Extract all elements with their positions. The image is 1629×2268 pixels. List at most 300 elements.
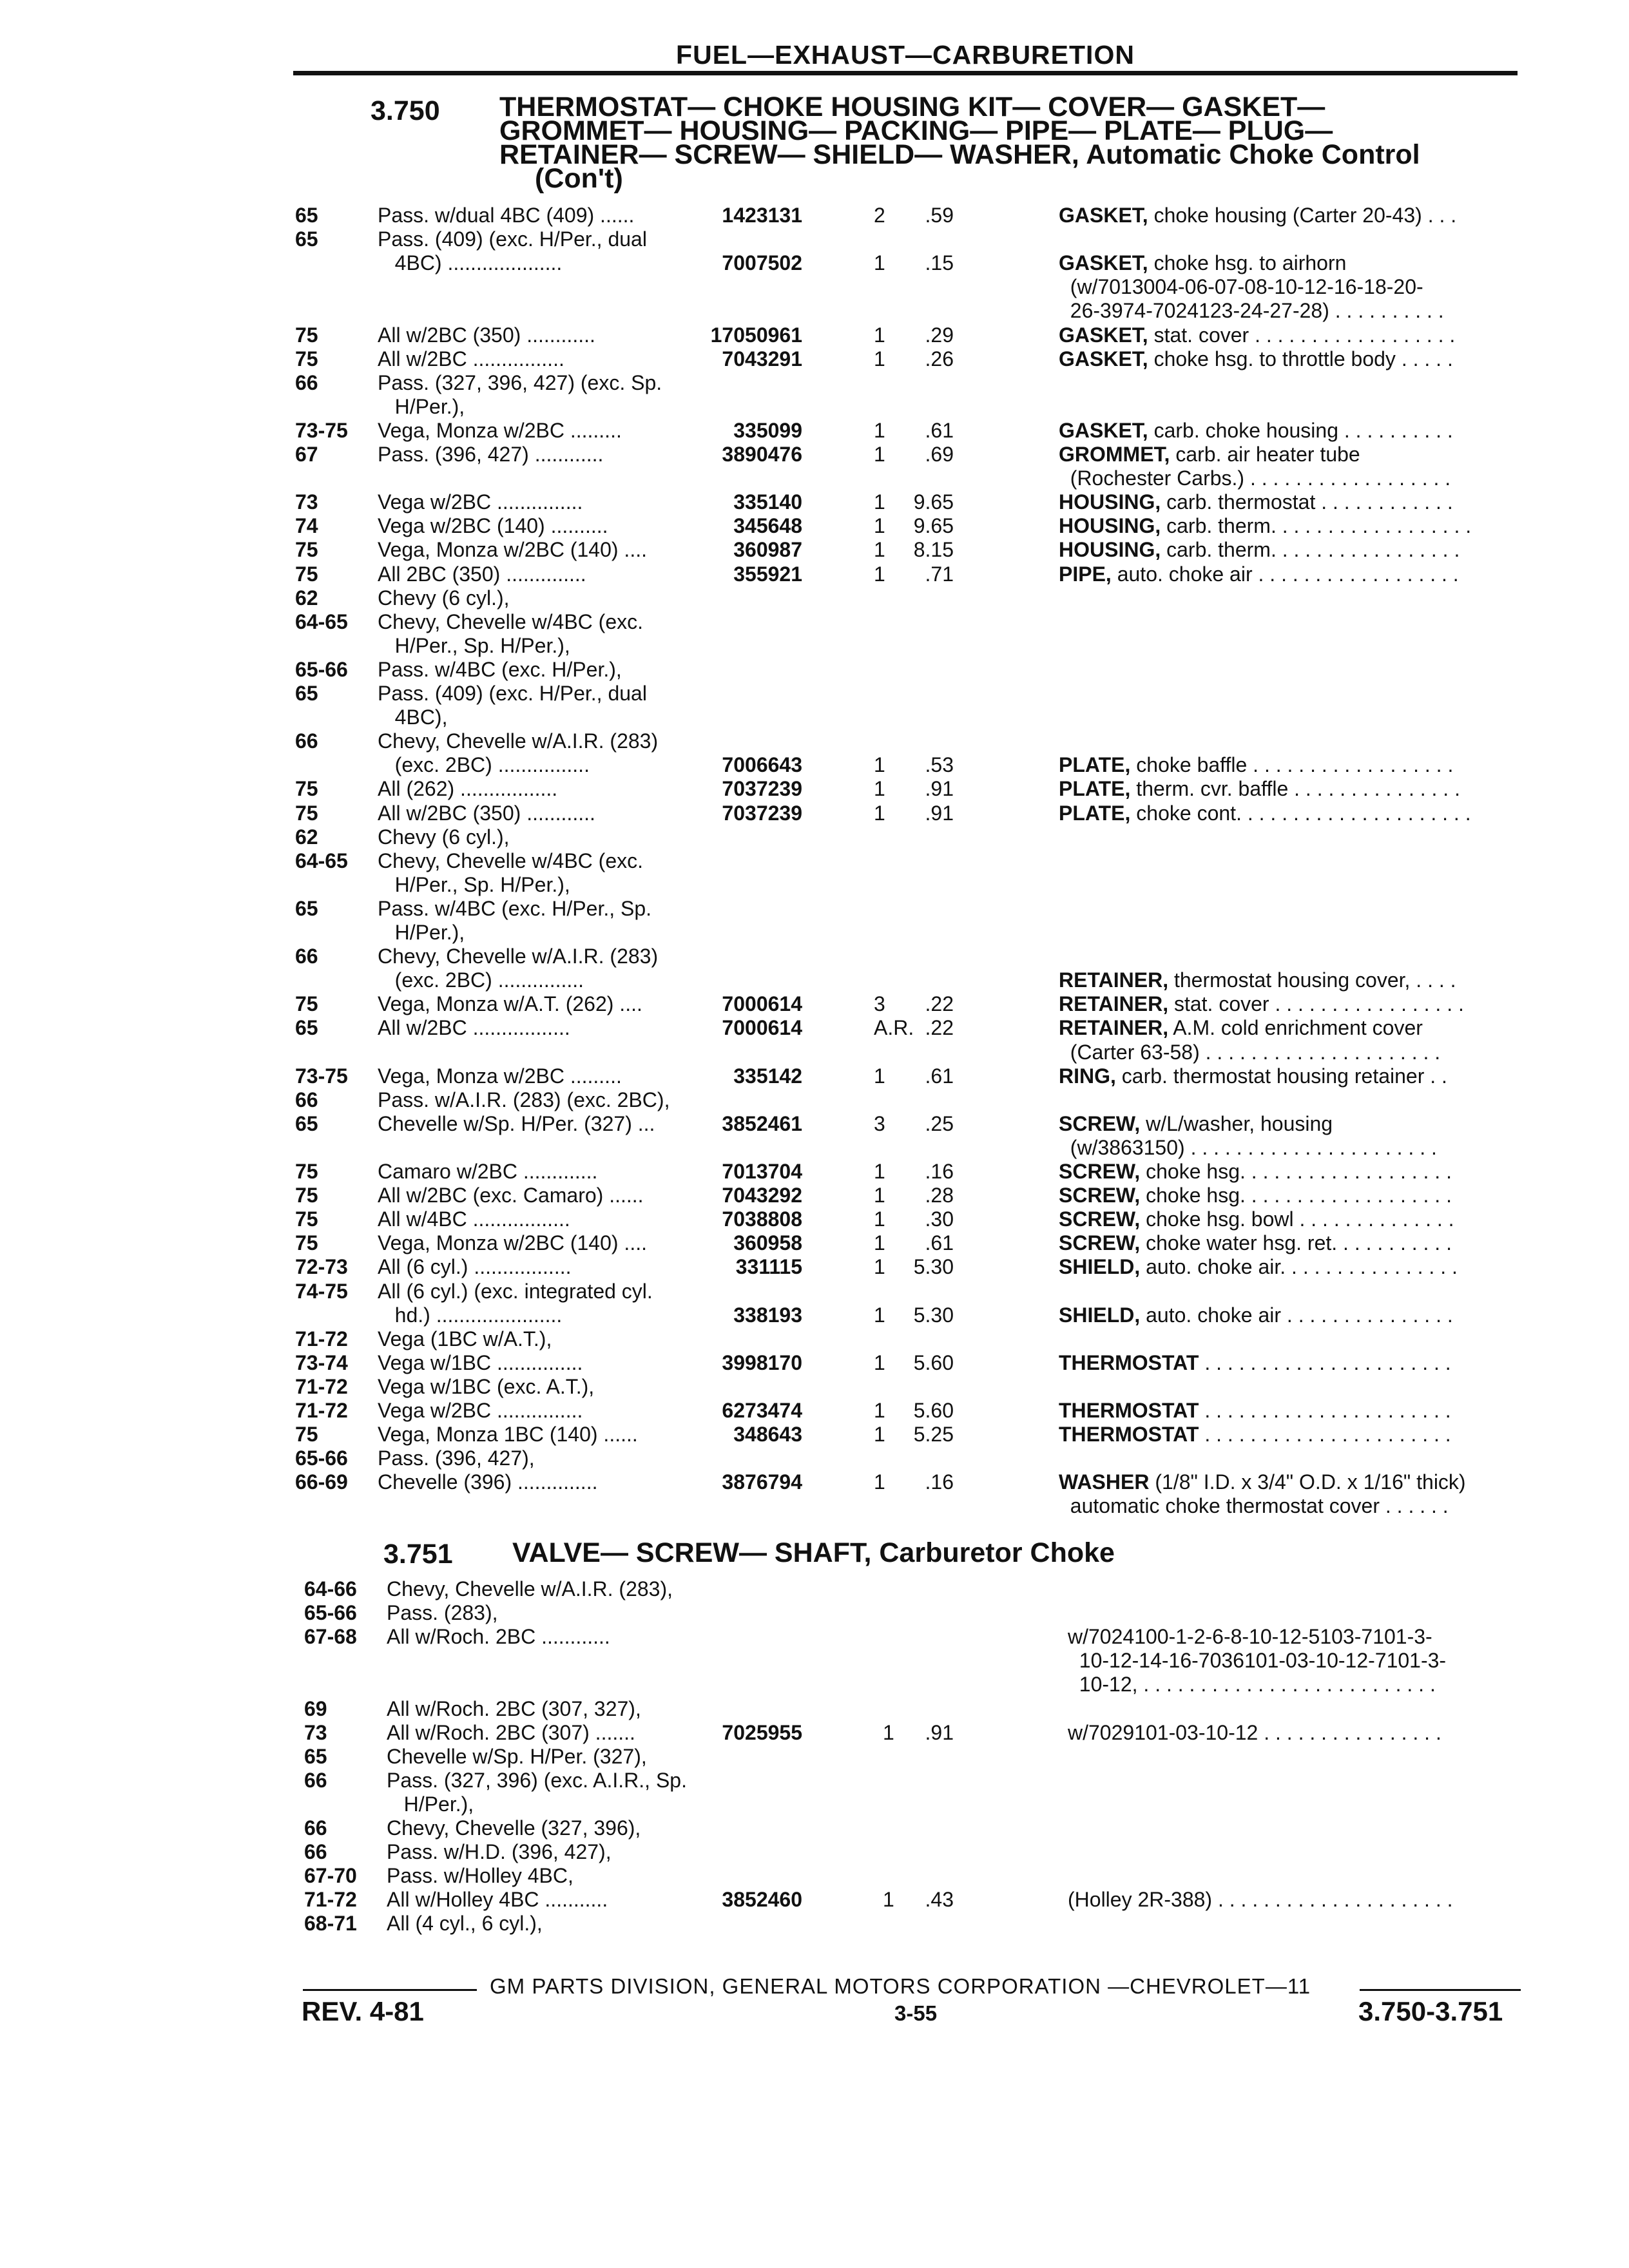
quantity-cell: 1 [874,514,885,538]
part-name: WASHER [1059,1470,1150,1494]
section-title [512,1537,1115,1568]
price-cell: 9.65 [913,514,954,538]
application-cell: All w/2BC ................. [378,1016,570,1040]
table-row [304,1673,1534,1696]
application-cell: H/Per., Sp. H/Per.), [378,633,570,657]
price-cell: .22 [925,1016,954,1040]
part-number-cell: 3852460 [722,1888,802,1912]
part-name: GASKET, [1059,323,1148,347]
table-row [304,1816,1534,1840]
table-row [295,802,1534,825]
application-cell: Chevelle w/Sp. H/Per. (327) ... [378,1111,655,1135]
part-name: PLATE, [1059,801,1131,825]
table-row [295,514,1534,538]
year-cell: 67-70 [304,1864,357,1888]
section-range: 3.750-3.751 [1358,1996,1503,2026]
table-row [304,1888,1534,1912]
part-description: w/L/washer, housing [1140,1111,1333,1135]
part-number-cell: 348643 [733,1423,802,1446]
application-cell: H/Per.), [378,394,465,418]
year-cell: 75 [295,1207,318,1231]
section-title-line: (Con't) [535,163,623,194]
table-row [304,1721,1534,1745]
table-row [304,1912,1534,1936]
part-description: carb. choke housing . . . . . . . . . . [1148,418,1453,442]
year-cell: 75 [295,1423,318,1446]
application-cell: Pass. w/A.I.R. (283) (exc. 2BC), [378,1088,670,1111]
year-cell: 74-75 [295,1279,348,1303]
table-row [295,538,1534,562]
table-row [295,586,1534,610]
application-cell: Chevy, Chevelle w/4BC (exc. [378,849,643,872]
table-row [295,227,1534,251]
price-cell: .16 [925,1470,954,1494]
part-name: RETAINER, [1059,992,1169,1016]
year-cell: 66 [295,1088,318,1111]
description-cell [1059,1494,1449,1518]
part-number-cell: 7043292 [722,1184,802,1207]
part-description: auto. choke air. . . . . . . . . . . . . . . . [1140,1255,1458,1279]
application-cell: Chevy, Chevelle w/4BC (exc. [378,610,643,633]
part-description: choke hsg. bowl . . . . . . . . . . . . . . [1140,1207,1454,1231]
description-cell [1059,251,1423,275]
application-cell: Pass. (409) (exc. H/Per., dual [378,682,647,705]
part-description: (w/3863150) . . . . . . . . . . . . . . . . . . . . . . [1059,1135,1437,1159]
year-cell: 65-66 [295,657,348,681]
part-number-cell: 7037239 [722,801,802,825]
application-cell: Vega, Monza w/2BC ......... [378,418,622,442]
price-cell: .25 [925,1111,954,1135]
description-cell [1059,490,1453,514]
part-number-cell: 17050961 [710,323,802,347]
quantity-cell: 1 [874,443,885,466]
part-number-cell: 7000614 [722,1016,802,1040]
part-description: auto. choke air . . . . . . . . . . . . . . . [1140,1303,1453,1327]
table-row [295,204,1534,227]
application-cell: (exc. 2BC) ............... [378,968,584,992]
price-cell: .59 [925,204,954,227]
year-cell: 65 [295,204,318,227]
description-cell [1059,1303,1453,1327]
description-cell [1059,1040,1441,1064]
quantity-cell: 1 [874,1303,885,1327]
part-description: choke hsg. to airhorn [1148,251,1347,275]
part-description: choke hsg. . . . . . . . . . . . . . . . . . . [1140,1160,1452,1183]
part-name: PLATE, [1059,753,1131,777]
table-row [295,1255,1534,1279]
part-name: SCREW, [1059,1160,1141,1183]
part-name: HOUSING, [1059,490,1161,514]
price-cell: .61 [925,1064,954,1088]
year-cell: 73-75 [295,1064,348,1088]
table-row [304,1577,1534,1601]
quantity-cell: 1 [874,490,885,514]
description-cell [1059,1423,1451,1446]
part-number-cell: 345648 [733,514,802,538]
table-row [295,466,1534,490]
year-cell: 75 [295,347,318,370]
year-cell: 65 [304,1744,327,1768]
table-row [295,419,1534,443]
year-cell: 65 [295,1111,318,1135]
part-name: THERMOSTAT [1059,1423,1199,1446]
application-cell: Vega w/2BC (140) .......... [378,514,608,538]
year-cell: 65-66 [295,1446,348,1470]
table-row [295,682,1534,706]
part-description: choke baffle . . . . . . . . . . . . . . . . . . [1130,753,1454,777]
year-cell: 72-73 [295,1255,348,1279]
quantity-cell: 1 [874,1064,885,1088]
year-cell: 64-65 [295,849,348,872]
section-title [499,91,1420,194]
quantity-cell: 1 [883,1720,894,1744]
quantity-cell: 1 [874,753,885,777]
price-cell: 5.60 [913,1399,954,1422]
part-name: HOUSING, [1059,538,1161,562]
year-cell: 64-65 [295,610,348,633]
quantity-cell: 1 [874,323,885,347]
year-cell: 66 [304,1816,327,1840]
part-description: 26-3974-7024123-24-27-28) . . . . . . . . . . [1059,299,1444,323]
table-row [304,1792,1534,1816]
part-name: PLATE, [1059,777,1131,801]
part-name: GASKET, [1059,347,1148,370]
application-cell: Pass. w/Holley 4BC, [387,1864,574,1888]
part-number-cell: 331115 [735,1255,802,1279]
part-name: RETAINER, [1059,968,1169,992]
quantity-cell: 1 [874,1160,885,1183]
year-cell: 75 [295,323,318,347]
year-cell: 75 [295,1231,318,1255]
part-description: carb. thermostat housing retainer . . [1115,1064,1447,1088]
description-cell [1059,1184,1452,1207]
description-cell [1059,1350,1451,1375]
table-row [295,1446,1534,1470]
table-row [295,1064,1534,1088]
year-cell: 73-74 [295,1350,348,1374]
description-cell [1059,1399,1451,1423]
table-row [295,1470,1534,1494]
price-cell: .43 [925,1888,954,1912]
description-cell [1068,1625,1432,1649]
part-number-cell: 6273474 [722,1399,802,1422]
application-cell: Chevy, Chevelle w/A.I.R. (283) [378,945,659,968]
quantity-cell: 1 [874,1255,885,1279]
table-row [295,1494,1534,1518]
table-row [295,706,1534,729]
part-description: w/7024100-1-2-6-8-10-12-5103-7101-3- [1068,1625,1432,1649]
part-name: PIPE, [1059,562,1112,586]
part-name: RETAINER, [1059,1016,1169,1040]
application-cell: All w/2BC ................ [378,347,564,370]
application-cell: All w/Holley 4BC ........... [387,1888,608,1912]
description-cell [1059,1112,1423,1136]
description-cell [1059,347,1453,371]
application-cell: All 2BC (350) .............. [378,562,586,586]
table-row [295,921,1534,945]
table-row [295,562,1534,586]
part-name: HOUSING, [1059,514,1161,538]
description-cell [1059,1470,1466,1494]
part-description: (Carter 63-58) . . . . . . . . . . . . . . . . . . . . . [1059,1040,1441,1064]
part-name: RING, [1059,1064,1116,1088]
application-cell: All w/Roch. 2BC (307, 327), [387,1696,641,1720]
quantity-cell: 1 [874,251,885,275]
description-cell [1059,753,1454,777]
year-cell: 75 [295,1184,318,1207]
part-number-cell: 3998170 [722,1350,802,1374]
table-row [295,1375,1534,1399]
quantity-cell: 1 [874,347,885,370]
year-cell: 66 [295,370,318,394]
quantity-cell: 1 [874,1423,885,1446]
part-name: SCREW, [1059,1231,1141,1255]
part-description: choke water hsg. ret. . . . . . . . . . . [1140,1231,1452,1255]
part-description: choke hsg. . . . . . . . . . . . . . . . . . . [1140,1184,1452,1207]
year-cell: 68-71 [304,1912,357,1936]
table-row [295,1423,1534,1446]
table-row [295,945,1534,968]
application-cell: Pass. (396, 427) ............ [378,443,604,466]
quantity-cell: 1 [874,538,885,562]
table-row [295,1231,1534,1255]
application-cell: Pass. (327, 396, 427) (exc. Sp. [378,370,662,394]
part-number-cell: 1423131 [722,204,802,227]
year-cell: 71-72 [295,1399,348,1422]
price-cell: .91 [925,777,954,801]
application-cell: Vega (1BC w/A.T.), [378,1327,552,1350]
part-number-cell: 335099 [733,418,802,442]
table-row [295,968,1534,992]
part-number-cell: 7038808 [722,1207,802,1231]
table-row [295,825,1534,849]
quantity-cell: 1 [874,1207,885,1231]
year-cell: 69 [304,1696,327,1720]
application-cell: All (4 cyl., 6 cyl.), [387,1912,543,1936]
table-row [295,347,1534,371]
application-cell: Chevelle w/Sp. H/Per. (327), [387,1744,647,1768]
year-cell: 62 [295,825,318,849]
section-number: 3.750 [371,95,440,126]
part-name: SHIELD, [1059,1255,1141,1279]
price-cell: .26 [925,347,954,370]
year-cell: 73 [304,1720,327,1744]
year-cell: 66 [304,1840,327,1864]
part-name: SCREW, [1059,1111,1141,1135]
part-description: carb. air heater tube [1170,443,1360,466]
description-cell [1059,1064,1447,1088]
description-cell [1059,466,1451,490]
price-cell: .61 [925,1231,954,1255]
table-row [295,443,1534,466]
price-cell: .61 [925,418,954,442]
table-row [304,1697,1534,1721]
part-description: carb. thermostat . . . . . . . . . . . . [1161,490,1453,514]
part-description: stat. cover . . . . . . . . . . . . . . . . . . [1148,323,1456,347]
quantity-cell: 1 [874,562,885,586]
part-number-cell: 355921 [733,562,802,586]
table-row [295,658,1534,682]
description-cell [1059,275,1423,299]
application-cell: Vega w/1BC ............... [378,1350,583,1374]
table-row [295,777,1534,801]
year-cell: 71-72 [304,1888,357,1912]
year-cell: 71-72 [295,1327,348,1350]
description-cell [1059,992,1464,1016]
application-cell: All w/4BC ................. [378,1207,570,1231]
description-cell [1059,204,1457,227]
application-cell: Pass. (327, 396) (exc. A.I.R., Sp. [387,1768,687,1792]
application-cell: All w/Roch. 2BC ............ [387,1625,610,1649]
year-cell: 65 [295,896,318,920]
description-cell [1059,538,1460,562]
part-number-cell: 7025955 [722,1720,802,1744]
part-description: 10-12, . . . . . . . . . . . . . . . . . . . . . . . . . . [1068,1673,1436,1696]
table-row [295,1351,1534,1375]
part-name: GROMMET, [1059,443,1170,466]
table-row [295,251,1534,275]
part-description: therm. cvr. baffle . . . . . . . . . . . . . . . [1130,777,1460,801]
part-number-cell: 7000614 [722,992,802,1016]
price-cell: 5.30 [913,1303,954,1327]
application-cell: Vega, Monza w/2BC ......... [378,1064,622,1088]
part-name: THERMOSTAT [1059,1399,1199,1422]
price-cell: 9.65 [913,490,954,514]
table-row [295,323,1534,347]
part-number-cell: 7013704 [722,1160,802,1183]
table-row [295,992,1534,1016]
year-cell: 66-69 [295,1470,348,1494]
price-cell: .15 [925,251,954,275]
part-number-cell: 360958 [733,1231,802,1255]
year-cell: 66 [304,1768,327,1792]
table-row [295,634,1534,658]
part-description: . . . . . . . . . . . . . . . . . . . . . . [1199,1423,1451,1446]
revision-label: REV. 4-81 [302,1996,424,2026]
year-cell: 75 [295,992,318,1016]
year-cell: 65 [295,227,318,251]
table-row [295,1160,1534,1184]
description-cell [1059,1207,1454,1231]
application-cell: Vega w/1BC (exc. A.T.), [378,1374,595,1398]
description-cell [1068,1649,1447,1673]
application-cell: hd.) ...................... [378,1303,563,1327]
description-cell [1059,777,1460,801]
table-row [295,490,1534,514]
description-cell [1059,1016,1423,1040]
application-cell: All w/Roch. 2BC (307) ....... [387,1720,635,1744]
table-row [304,1769,1534,1792]
application-cell: All (6 cyl.) (exc. integrated cyl. [378,1279,653,1303]
price-cell: .91 [925,1720,954,1744]
page-number: 3-55 [894,2001,938,2025]
table-row [295,1136,1534,1160]
application-cell: Vega, Monza w/2BC (140) .... [378,1231,647,1255]
description-cell [1059,562,1459,586]
year-cell: 75 [295,1160,318,1183]
table-row [295,610,1534,634]
year-cell: 74 [295,514,318,538]
description-cell [1068,1888,1453,1912]
year-cell: 73 [295,490,318,514]
part-number-cell: 7006643 [722,753,802,777]
description-cell [1059,514,1472,538]
part-description: carb. therm. . . . . . . . . . . . . . . . . . [1161,514,1472,538]
part-description: choke hsg. to throttle body . . . . . [1148,347,1453,370]
description-cell [1059,1255,1458,1279]
part-description: . . . . . . . . . . . . . . . . . . . . . . [1199,1350,1451,1374]
application-cell: H/Per.), [387,1792,474,1816]
price-cell: .22 [925,992,954,1016]
part-description: (1/8" I.D. x 3/4" O.D. x 1/16" thick) [1149,1470,1466,1494]
table-row [304,1840,1534,1864]
table-row [295,1303,1534,1327]
part-description: auto. choke air . . . . . . . . . . . . . . . . . . [1111,562,1459,586]
application-cell: 4BC), [378,706,448,729]
price-cell: .69 [925,443,954,466]
part-description: (w/7013004-06-07-08-10-12-16-18-20- [1059,275,1423,299]
part-name: SCREW, [1059,1207,1141,1231]
table-row [295,1280,1534,1303]
table-row [304,1864,1534,1888]
part-number-cell: 3876794 [722,1470,802,1494]
application-cell: All w/2BC (exc. Camaro) ...... [378,1184,644,1207]
description-cell [1059,323,1456,347]
application-cell: Vega, Monza 1BC (140) ...... [378,1423,638,1446]
section-title-line: VALVE— SCREW— SHAFT, Carburetor Choke [512,1537,1115,1568]
year-cell: 75 [295,801,318,825]
year-cell: 75 [295,562,318,586]
price-cell: .29 [925,323,954,347]
section-title-line: THERMOSTAT— CHOKE HOUSING KIT— COVER— GASKET— [499,91,1325,122]
part-number-cell: 7043291 [722,347,802,370]
header-rule [293,71,1518,75]
part-description: stat. cover . . . . . . . . . . . . . . . . . [1168,992,1464,1016]
description-cell [1059,443,1423,466]
part-name: SHIELD, [1059,1303,1141,1327]
price-cell: 8.15 [913,538,954,562]
table-row [295,1399,1534,1423]
part-description: choke housing (Carter 20-43) . . . [1148,204,1457,227]
year-cell: 65 [295,682,318,705]
part-name: GASKET, [1059,251,1148,275]
application-cell: Chevy, Chevelle w/A.I.R. (283) [378,729,659,753]
table-row [295,897,1534,921]
table-row [295,1207,1534,1231]
application-cell: All (262) ................. [378,777,558,801]
price-cell: .53 [925,753,954,777]
description-cell [1059,1231,1452,1255]
table-row [295,1016,1534,1040]
part-number-cell: 335142 [733,1064,802,1088]
part-description: thermostat housing cover, . . . . [1168,968,1456,992]
description-cell [1059,968,1456,992]
price-cell: 5.25 [913,1423,954,1446]
table-row [295,873,1534,897]
quantity-cell: 2 [874,204,885,227]
quantity-cell: 1 [874,777,885,801]
year-cell: 67-68 [304,1625,357,1649]
part-description: (Rochester Carbs.) . . . . . . . . . . . . . . . . . . [1059,466,1451,490]
application-cell: H/Per.), [378,921,465,944]
quantity-cell: 1 [883,1888,894,1912]
quantity-cell: 1 [874,1350,885,1374]
price-cell: .16 [925,1160,954,1183]
quantity-cell: A.R. [874,1016,914,1040]
table-row [295,275,1534,299]
price-cell: .71 [925,562,954,586]
price-cell: 5.60 [913,1350,954,1374]
